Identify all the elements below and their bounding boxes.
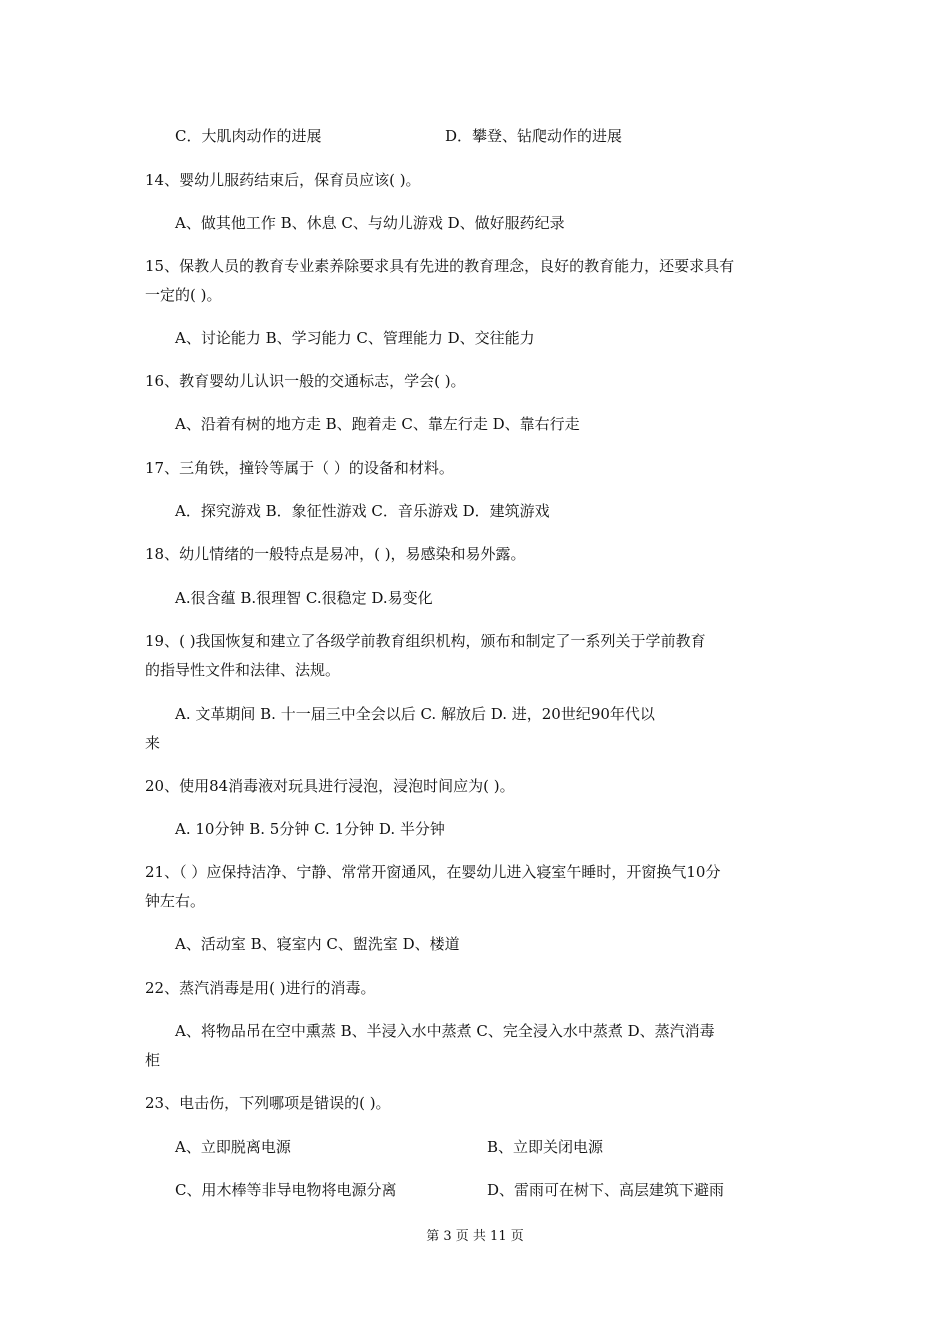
q23-option-b: B、立即关闭电源 [487, 1138, 604, 1156]
q15-stem-line2: 一定的( )。 [145, 286, 222, 304]
q19-stem-line1: 19、( )我国恢复和建立了各级学前教育组织机构，颁布和制定了一系列关于学前教育 [145, 632, 706, 650]
q22-options-line2: 柜 [145, 1051, 161, 1069]
q18-stem: 18、幼儿情绪的一般特点是易冲，( )，易感染和易外露。 [145, 545, 526, 563]
q21-options: A、活动室 B、寝室内 C、盥洗室 D、楼道 [175, 935, 460, 953]
q21-stem-line1: 21、（ ）应保持洁净、宁静、常常开窗通风，在婴幼儿进入寝室午睡时，开窗换气10分 [145, 863, 721, 881]
q15-options: A、讨论能力 B、学习能力 C、管理能力 D、交往能力 [175, 329, 535, 347]
q14-stem: 14、婴幼儿服药结束后，保育员应该( )。 [145, 171, 421, 189]
q20-stem: 20、使用84消毒液对玩具进行浸泡，浸泡时间应为( )。 [145, 777, 515, 795]
q14-options: A、做其他工作 B、休息 C、与幼儿游戏 D、做好服药纪录 [175, 214, 565, 232]
q18-options: A.很含蕴 B.很理智 C.很稳定 D.易变化 [175, 589, 433, 607]
q19-options-line1: A. 文革期间 B. 十一届三中全会以后 C. 解放后 D. 进，20世纪90年代以 [175, 705, 655, 723]
q23-option-d: D、雷雨可在树下、高层建筑下避雨 [487, 1181, 725, 1199]
q23-option-a: A、立即脱离电源 [175, 1138, 291, 1156]
q20-options: A. 10分钟 B. 5分钟 C. 1分钟 D. 半分钟 [175, 820, 445, 838]
q13-option-d: D．攀登、钻爬动作的进展 [445, 127, 623, 145]
q15-stem-line1: 15、保教人员的教育专业素养除要求具有先进的教育理念，良好的教育能力，还要求具有 [145, 257, 735, 275]
q16-stem: 16、教育婴幼儿认识一般的交通标志，学会( )。 [145, 372, 466, 390]
q17-options: A．探究游戏 B．象征性游戏 C．音乐游戏 D．建筑游戏 [175, 502, 550, 520]
q19-stem-line2: 的指导性文件和法律、法规。 [145, 661, 341, 679]
q19-options-line2: 来 [145, 734, 161, 752]
q23-option-c: C、用木棒等非导电物将电源分离 [175, 1181, 397, 1199]
q21-stem-line2: 钟左右。 [145, 892, 206, 910]
q22-stem: 22、蒸汽消毒是用( )进行的消毒。 [145, 979, 376, 997]
q13-option-c: C．大肌肉动作的进展 [175, 127, 322, 145]
q16-options: A、沿着有树的地方走 B、跑着走 C、靠左行走 D、靠右行走 [175, 415, 580, 433]
q23-stem: 23、电击伤，下列哪项是错误的( )。 [145, 1094, 391, 1112]
q22-options-line1: A、将物品吊在空中熏蒸 B、半浸入水中蒸煮 C、完全浸入水中蒸煮 D、蒸汽消毒 [175, 1022, 715, 1040]
page-footer: 第 3 页 共 11 页 [426, 1229, 524, 1244]
q17-stem: 17、三角铁，撞铃等属于（ ）的设备和材料。 [145, 459, 454, 477]
